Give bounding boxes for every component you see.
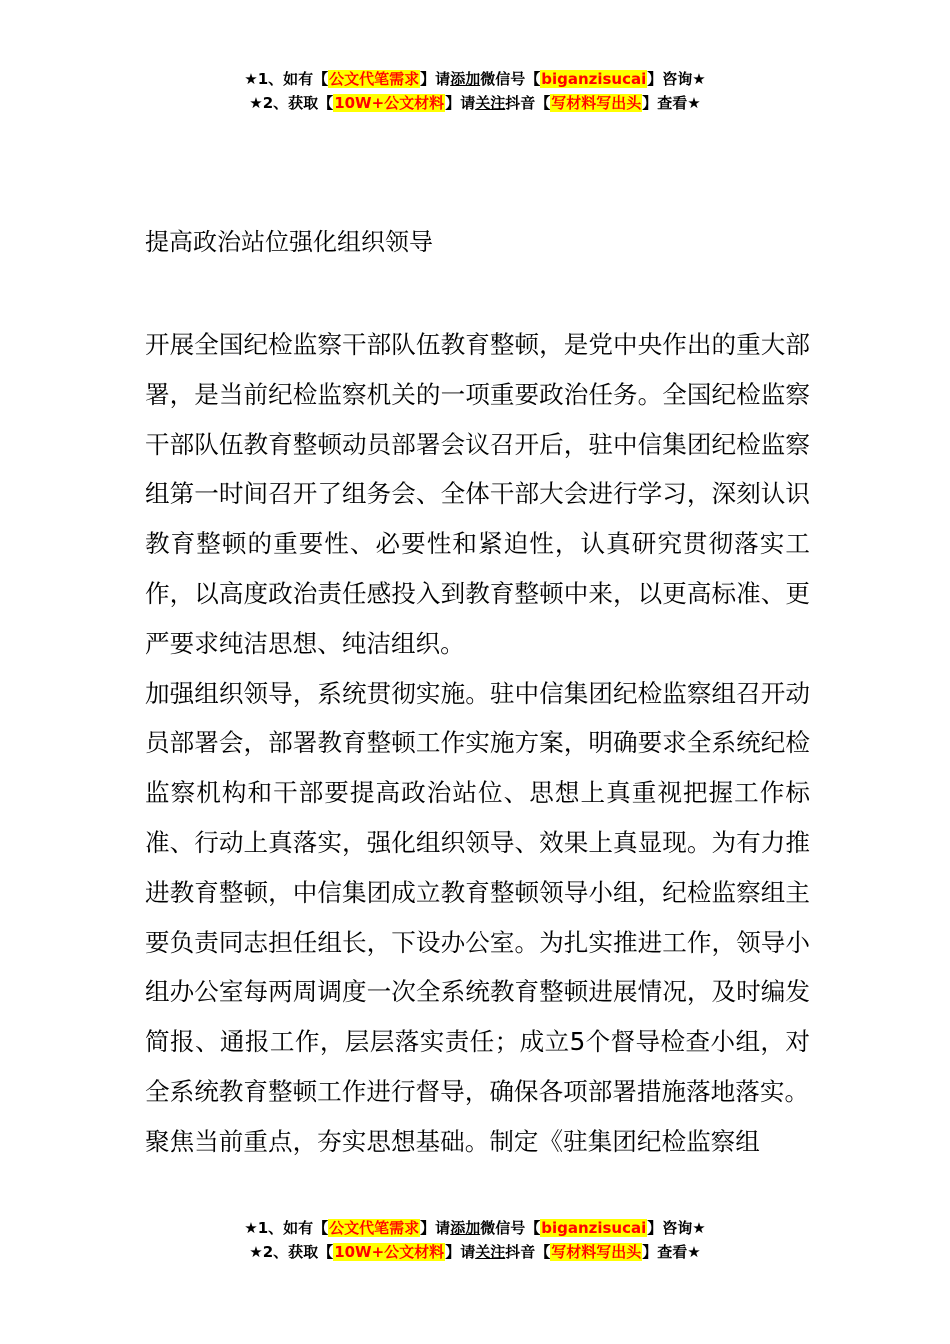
banner-highlight: biganzisucai [541,1219,647,1237]
banner-highlight: 公文代笔需求 [329,1219,420,1237]
banner-emphasis: 关注 [475,94,506,112]
banner-highlight: 10W+公文材料 [334,94,445,112]
paragraph-3: 聚焦当前重点，夯实思想基础。制定《驻集团纪检监察组 [145,1126,760,1156]
banner-line-2: ★2、获取【10W+公文材料】请关注抖音【写材料写出头】查看★ [249,1243,701,1261]
footer-banner [0,1216,950,1264]
banner-line-1: ★1、如有【公文代笔需求】请添加微信号【biganzisucai】咨询★ [244,70,706,88]
banner-emphasis: 添加 [450,1219,481,1237]
banner-emphasis: 添加 [450,70,481,88]
banner-highlight: 10W+公文材料 [334,1243,445,1261]
document-title: 提高政治站位强化组织领导 [145,228,433,256]
banner-emphasis: 关注 [475,1243,506,1261]
banner-highlight: 公文代笔需求 [329,70,420,88]
banner-line-1: ★1、如有【公文代笔需求】请添加微信号【biganzisucai】咨询★ [244,1219,706,1237]
banner-highlight: biganzisucai [541,70,647,88]
paragraph-2: 加强组织领导，系统贯彻实施。驻中信集团纪检监察组召开动员部署会，部署教育整顿工作实施方案，明确要求全系统纪检监察机构和干部要提高政治站位、思想上真重视把握工作标准、行动上真落实，强化组织领导、效果上真显现。为有力推进教育整顿，中信集团成立教育整顿领导小组，纪检监察组主要负责同志担任组长，下设办公室。为扎实推进工作，领导小组办公室每两周调度一次全系统教育整顿进展情况，及时编发简报、通报工作，层层落实责任；成立5个督导检查小组，对全系统教育整顿工作进行督导，确保各项部署措施落地落实。 [145,678,810,1106]
banner-highlight: 写材料写出头 [551,1243,642,1261]
document-body [145,320,810,1167]
paragraph-1: 开展全国纪检监察干部队伍教育整顿，是党中央作出的重大部署，是当前纪检监察机关的一项重要政治任务。全国纪检监察干部队伍教育整顿动员部署会议召开后，驻中信集团纪检监察组第一时间召开了组务会、全体干部大会进行学习，深刻认识教育整顿的重要性、必要性和紧迫性，认真研究贯彻落实工作，以高度政治责任感投入到教育整顿中来，以更高标准、更严要求纯洁思想、纯洁组织。 [145,330,810,658]
banner-highlight: 写材料写出头 [551,94,642,112]
header-banner [0,67,950,115]
banner-line-2: ★2、获取【10W+公文材料】请关注抖音【写材料写出头】查看★ [249,94,701,112]
